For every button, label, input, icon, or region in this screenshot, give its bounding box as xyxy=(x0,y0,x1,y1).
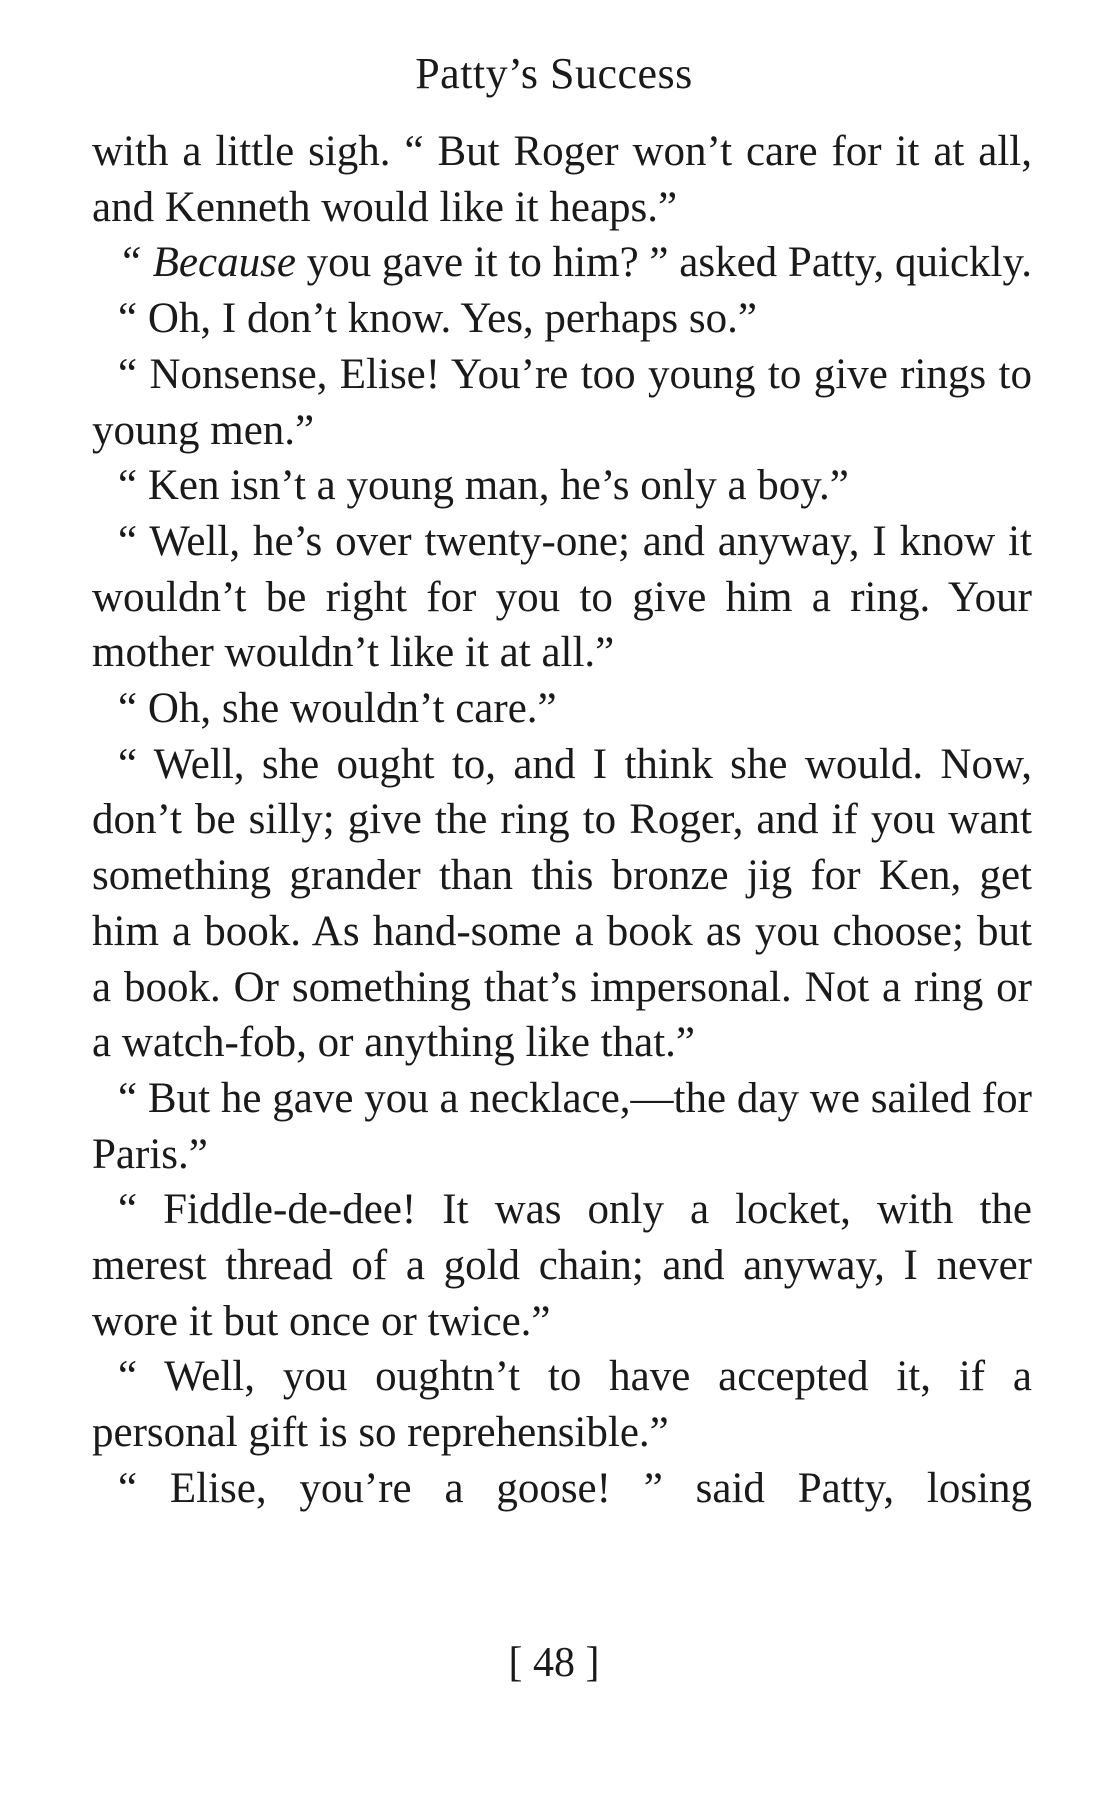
paragraph-8: “ Well, she ought to, and I think she would. Now, don’t be silly; give the ring to Roger, and if you want something grander than this bronze jig for Ken, get him a book. As hand-some a book as you choose; but a book. Or something that’s impersonal. Not a ring or a watch-fob, or anything like that.” xyxy=(92,740,1032,1067)
paragraph-2-text: you gave it to him? ” asked Patty, quickly. xyxy=(295,239,1032,287)
paragraph-5: “ Ken isn’t a young man, he’s only a boy.” xyxy=(118,462,849,510)
paragraph-2 xyxy=(92,235,1032,291)
paragraph-1: with a little sigh. “ But Roger won’t care for it at all, and Kenneth would like it heaps.” xyxy=(92,128,1032,231)
paragraph-11: “ Well, you oughtn’t to have accepted it, if a personal gift is so reprehensible.” xyxy=(92,1353,1032,1457)
paragraph-4: “ Nonsense, Elise! You’re too young to give rings to young men.” xyxy=(92,350,1032,454)
paragraph-6: “ Well, he’s over twenty-one; and anyway, I know it wouldn’t be right for you to give him a ring. Your mother wouldn’t like it at all.” xyxy=(92,517,1032,677)
paragraph-10: “ Fiddle-de-dee! It was only a locket, with the merest thread of a gold chain; and anyway, I never wore it but once or twice.” xyxy=(92,1186,1032,1345)
paragraph-12: “ Elise, you’re a goose! ” said Patty, losing xyxy=(118,1464,1032,1512)
italic-lead: “ Because xyxy=(118,239,296,287)
running-head: Patty’s Success xyxy=(415,49,693,98)
body-text xyxy=(92,124,1032,1517)
paragraph-7: “ Oh, she wouldn’t care.” xyxy=(118,685,557,733)
paragraph-9: “ But he gave you a necklace,—the day we sailed for Paris.” xyxy=(92,1074,1032,1178)
paragraph-3: “ Oh, I don’t know. Yes, perhaps so.” xyxy=(118,295,757,343)
page-number: [ 48 ] xyxy=(508,1640,600,1686)
